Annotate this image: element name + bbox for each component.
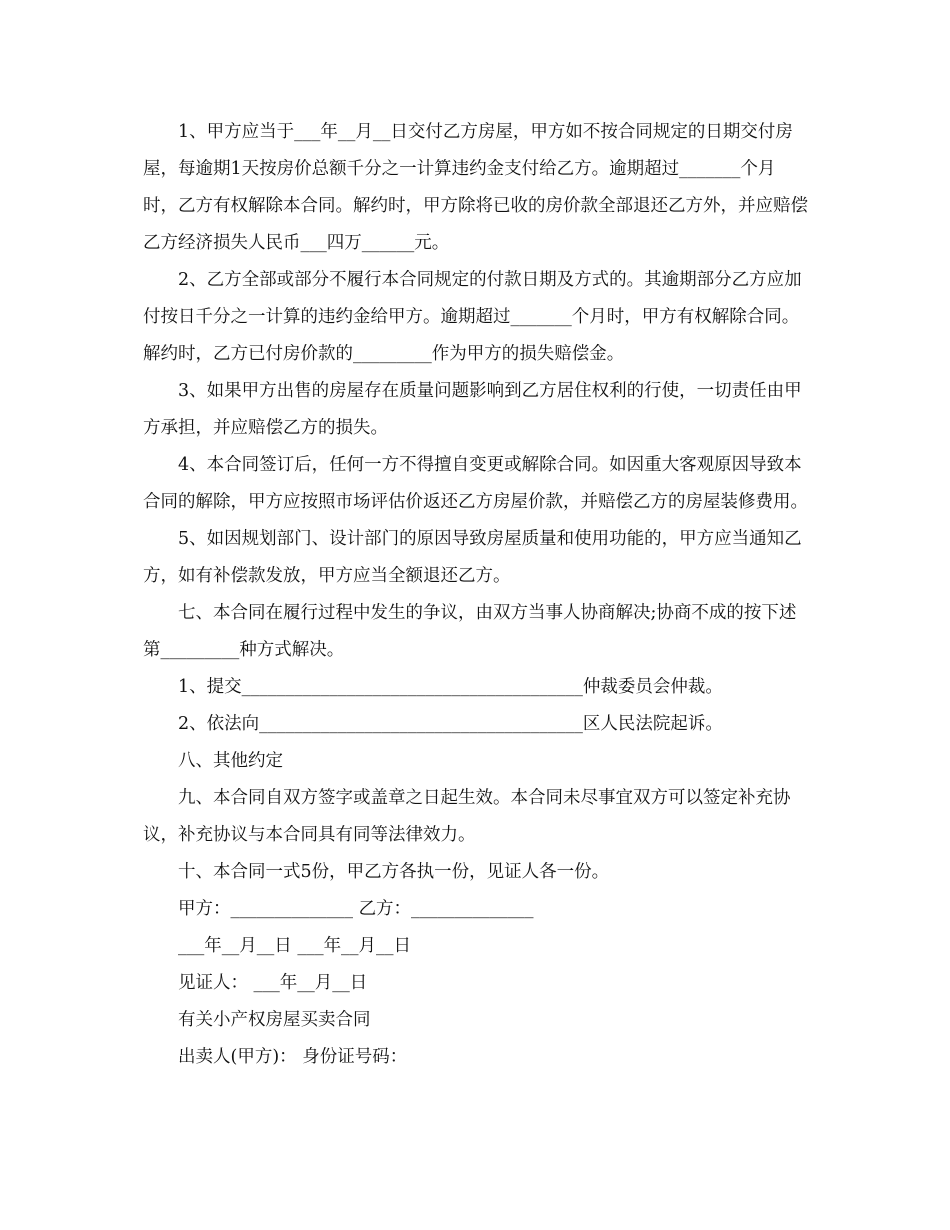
- signature-parties: 甲方：______________ 乙方：______________: [178, 899, 534, 919]
- section-9-effectiveness: 九、本合同自双方签字或盖章之日起生效。本合同未尽事宜双方可以签定补充协议，补充协议与本合同具有同等法律效力。: [143, 788, 791, 845]
- dispute-option-court: 2、依法向_____________________________________区人民法院起诉。: [178, 714, 723, 734]
- clause-5-compensation: 5、如因规划部门、设计部门的原因导致房屋质量和使用功能的，甲方应当通知乙方，如有补偿款发放，甲方应当全额退还乙方。: [143, 529, 802, 586]
- clause-3-quality: 3、如果甲方出售的房屋存在质量问题影响到乙方居住权利的行使，一切责任由甲方承担，并应赔偿乙方的损失。: [143, 381, 802, 438]
- section-8-other: 八、其他约定: [178, 751, 283, 771]
- section-7-disputes: 七、本合同在履行过程中发生的争议，由双方当事人协商解决;协商不成的按下述第_________种方式解决。: [143, 603, 797, 660]
- section-10-copies: 十、本合同一式5份，甲乙方各执一份，见证人各一份。: [178, 862, 610, 882]
- clause-4-termination: 4、本合同签订后，任何一方不得擅自变更或解除合同。如因重大客观原因导致本合同的解除，甲方应按照市场评估价返还乙方房屋价款，并赔偿乙方的房屋装修费用。: [143, 455, 808, 512]
- next-contract-title: 有关小产权房屋买卖合同: [178, 1010, 371, 1030]
- witness-line: 见证人： ___年__月__日: [178, 973, 368, 993]
- document-body: [143, 114, 808, 1076]
- clause-2-payment-breach: 2、乙方全部或部分不履行本合同规定的付款日期及方式的。其逾期部分乙方应加付按日千分之一计算的违约金给甲方。逾期超过_______个月时，甲方有权解除合同。解约时，乙方已付房价款的_________作为甲方的损失赔偿金。: [143, 270, 802, 364]
- clause-1-delivery: 1、甲方应当于___年__月__日交付乙方房屋，甲方如不按合同规定的日期交付房屋，每逾期1天按房价总额千分之一计算违约金支付给乙方。逾期超过_______个月时，乙方有权解除本合同。解约时，甲方除将已收的房价款全部退还乙方外，并应赔偿乙方经济损失人民币___四万______元。: [143, 122, 808, 253]
- signature-dates: ___年__月__日 ___年__月__日: [178, 936, 412, 956]
- dispute-option-arbitration: 1、提交_______________________________________仲裁委员会仲裁。: [178, 677, 723, 697]
- seller-id-line: 出卖人(甲方)： 身份证号码：: [178, 1047, 408, 1067]
